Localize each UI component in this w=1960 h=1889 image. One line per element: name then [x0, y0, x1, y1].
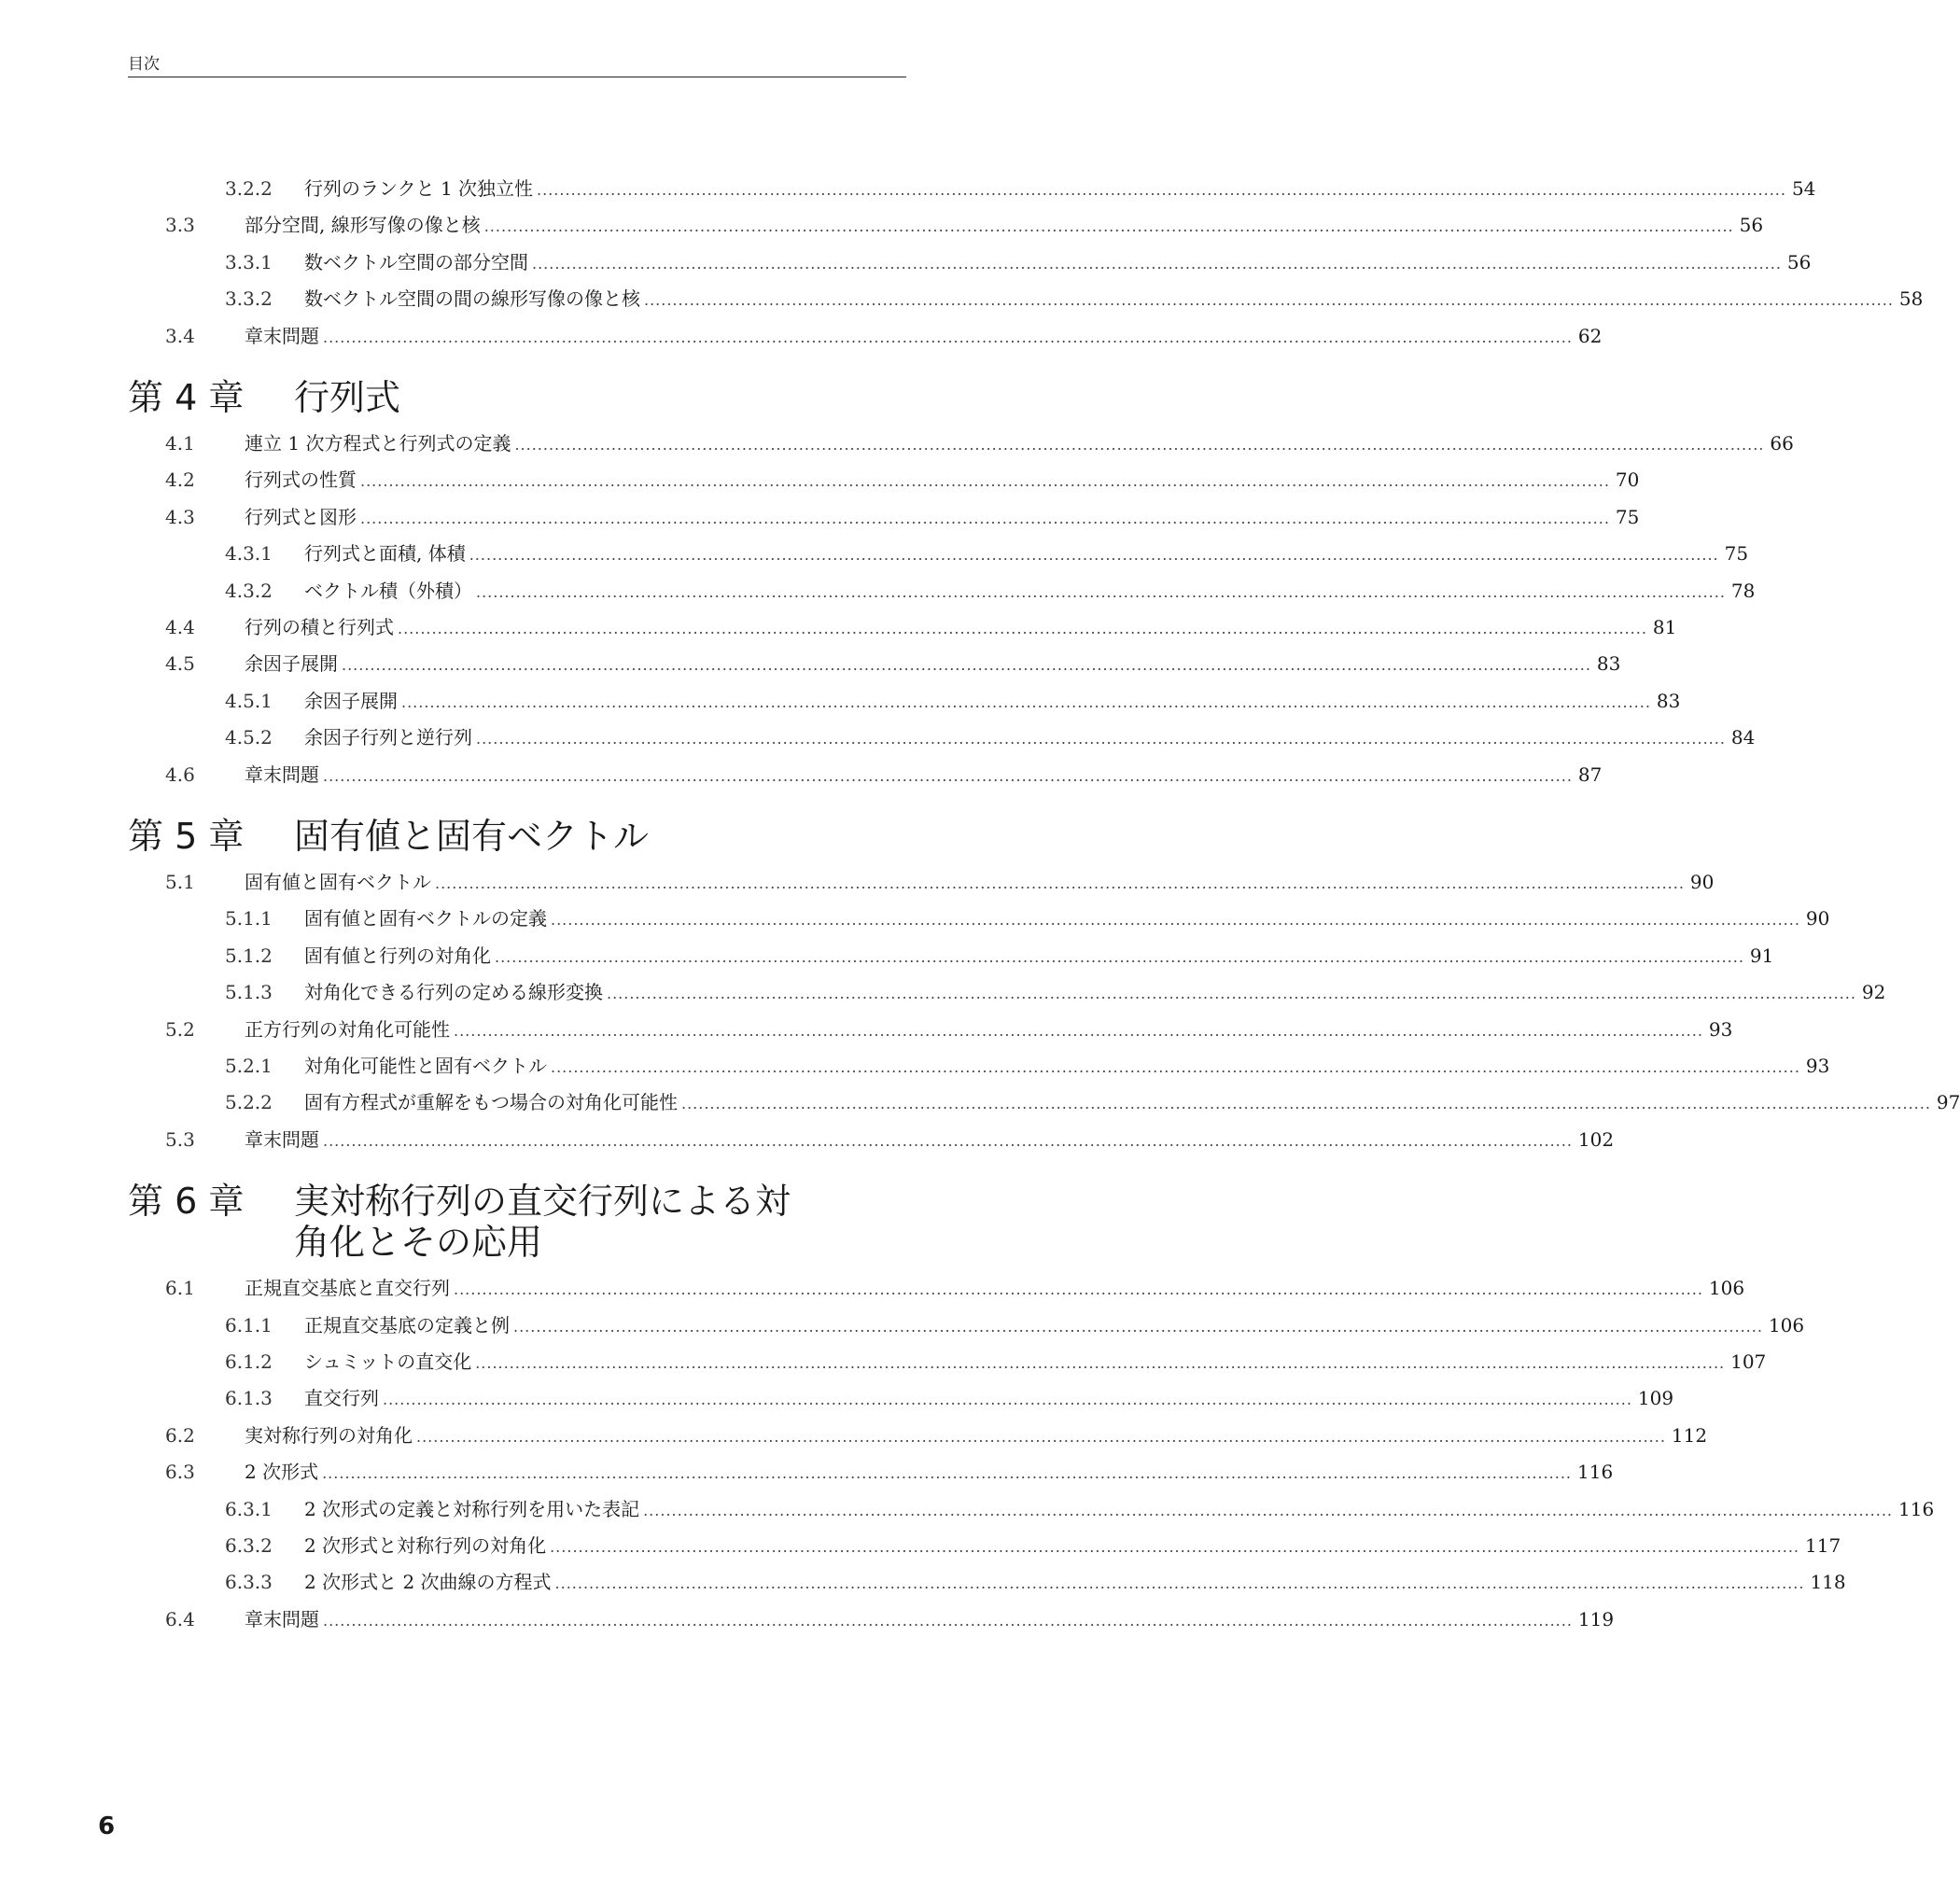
- toc-dot-leader: ............................................................................................................................................................................................................................: [323, 1611, 1573, 1630]
- toc-entry-title: 固有値と固有ベクトル: [245, 871, 431, 893]
- toc-subsection: [128, 723, 1756, 751]
- toc-dot-leader: ............................................................................................................................................................................................................................: [643, 1501, 1893, 1519]
- toc-dot-leader: ............................................................................................................................................................................................................................: [322, 1464, 1572, 1483]
- toc-section: [128, 429, 1794, 457]
- toc-entry-page: 118: [1810, 1571, 1846, 1594]
- toc-entry-number: 6.1.2: [225, 1350, 273, 1373]
- toc-dot-leader: ............................................................................................................................................................................................................................: [476, 730, 1726, 749]
- toc-entry-number: 6.1.3: [225, 1387, 273, 1410]
- toc-entry-page: 87: [1577, 763, 1603, 786]
- toc-entry-title: 対角化可能性と固有ベクトル: [304, 1055, 547, 1077]
- toc-dot-leader: ............................................................................................................................................................................................................................: [454, 1021, 1703, 1040]
- toc-entry-number: 5.1.3: [225, 981, 273, 1004]
- toc-entry-title: 実対称行列の対角化: [245, 1423, 413, 1447]
- toc-entry-title: シュミットの直交化: [304, 1350, 472, 1373]
- toc-entry-number: 6.1: [165, 1277, 195, 1300]
- toc-entry-number: 5.2: [165, 1017, 195, 1041]
- toc-entry-number: 4.5: [165, 652, 195, 676]
- chapter-title: [294, 1181, 791, 1263]
- running-header: [128, 52, 906, 77]
- toc-entry-number: 5.1.1: [225, 907, 273, 931]
- toc-entry-page: 116: [1898, 1497, 1935, 1520]
- chapter-title: [294, 816, 649, 857]
- toc-section: [128, 650, 1621, 678]
- toc-entry-title: 正規直交基底の定義と例: [304, 1313, 510, 1336]
- toc-subsection: [128, 1384, 1674, 1412]
- toc-entry-title: 行列の積と行列式: [245, 616, 394, 638]
- toc-entry-page: 102: [1577, 1127, 1615, 1151]
- toc-entry-page: 119: [1577, 1607, 1615, 1630]
- toc-entry-page: 109: [1637, 1387, 1674, 1410]
- toc-entry-title: 正規直交基底と直交行列: [245, 1277, 450, 1300]
- toc-subsection: [128, 175, 1816, 203]
- toc-entry-title: 数ベクトル空間の間の線形写像の像と核: [304, 287, 640, 311]
- toc-entry-title: 2 次形式と対称行列の対角化: [304, 1534, 547, 1557]
- toc-entry-page: 84: [1730, 726, 1756, 749]
- toc-dot-leader: ............................................................................................................................................................................................................................: [607, 985, 1856, 1003]
- running-header-title: 目次: [128, 55, 160, 74]
- toc-entry-page: 70: [1615, 469, 1640, 492]
- toc-entry-page: 83: [1596, 652, 1621, 676]
- toc-dot-leader: ............................................................................................................................................................................................................................: [469, 546, 1719, 565]
- toc-entry-title: 章末問題: [245, 1127, 319, 1151]
- toc-entry-number: 4.5.1: [225, 689, 273, 712]
- toc-dot-leader: ............................................................................................................................................................................................................................: [383, 1391, 1632, 1409]
- toc-section: [128, 503, 1640, 531]
- toc-dot-leader: ............................................................................................................................................................................................................................: [435, 875, 1685, 892]
- toc-entry-title: 行列式の性質: [245, 469, 357, 492]
- toc-entry-title: 固有値と行列の対角化: [304, 944, 491, 967]
- toc-entry-page: 116: [1577, 1461, 1614, 1484]
- toc-entry-title: 2 次形式: [245, 1461, 319, 1484]
- chapter-label: 第 6 章: [128, 1181, 245, 1223]
- toc-entry-number: 5.2.1: [225, 1055, 273, 1077]
- toc-entry-number: 6.3.2: [225, 1534, 273, 1557]
- toc-entry-page: 92: [1861, 981, 1886, 1004]
- toc-chapter-heading: [128, 816, 906, 857]
- toc-entry-title: 正方行列の対角化可能性: [245, 1017, 450, 1041]
- toc-dot-leader: ............................................................................................................................................................................................................................: [323, 1131, 1573, 1150]
- toc-entry-title: 部分空間, 線形写像の像と核: [245, 214, 481, 237]
- toc-entry-title: 行列式と図形: [245, 505, 357, 528]
- toc-entry-title: 2 次形式の定義と対称行列を用いた表記: [304, 1497, 640, 1520]
- toc-entry-page: 117: [1805, 1534, 1841, 1557]
- toc-dot-leader: ............................................................................................................................................................................................................................: [323, 328, 1573, 346]
- toc-entry-title: 余因子展開: [304, 689, 398, 712]
- toc-entry-page: 112: [1671, 1423, 1708, 1447]
- toc-entry-page: 56: [1739, 214, 1764, 237]
- toc-entry-page: 97: [1936, 1091, 1960, 1114]
- toc-entry-title: 対角化できる行列の定める線形変換: [304, 981, 603, 1004]
- toc-entry-title: 固有値と固有ベクトルの定義: [304, 907, 547, 931]
- toc-subsection: [128, 1311, 1805, 1339]
- chapter-title-line: 固有値と固有ベクトル: [294, 816, 650, 857]
- toc-entry-page: 56: [1786, 250, 1812, 273]
- toc-entry-title: 章末問題: [245, 1607, 319, 1630]
- toc-entry-number: 5.3: [165, 1127, 195, 1151]
- toc-entry-title: ベクトル積（外積）: [304, 579, 472, 602]
- toc-entry-page: 91: [1749, 944, 1774, 967]
- toc-entry-title: 2 次形式と 2 次曲線の方程式: [304, 1571, 552, 1594]
- chapter-label: 第 5 章: [128, 816, 245, 857]
- toc-section: [128, 322, 1603, 350]
- toc-entry-title: 直交行列: [304, 1387, 379, 1410]
- toc-section: [128, 613, 1677, 641]
- toc-entry-page: 75: [1724, 542, 1749, 566]
- toc-section: [128, 1274, 1745, 1302]
- toc-entry-title: 章末問題: [245, 324, 319, 347]
- toc-entry-number: 3.3: [165, 214, 195, 237]
- toc-entry-title: 余因子展開: [245, 652, 338, 676]
- toc-entry-number: 5.2.2: [225, 1091, 273, 1114]
- toc-subsection: [128, 577, 1756, 605]
- toc-entry-number: 6.4: [165, 1607, 195, 1630]
- toc-dot-leader: ............................................................................................................................................................................................................................: [323, 766, 1573, 785]
- toc-subsection: [128, 687, 1681, 715]
- toc-subsection: [128, 978, 1886, 1006]
- toc-entry-number: 4.3.1: [225, 542, 273, 566]
- toc-entry-number: 6.2: [165, 1423, 195, 1447]
- toc-entry-number: 4.2: [165, 469, 195, 492]
- toc-dot-leader: ............................................................................................................................................................................................................................: [342, 656, 1591, 675]
- toc-section: [128, 868, 1715, 896]
- toc-chapter-heading: [128, 377, 906, 418]
- toc-dot-leader: ............................................................................................................................................................................................................................: [398, 620, 1647, 637]
- toc-entry-title: 章末問題: [245, 763, 319, 786]
- toc-dot-leader: ............................................................................................................................................................................................................................: [532, 254, 1782, 273]
- toc-entry-page: 54: [1791, 177, 1816, 200]
- toc-entry-page: 107: [1730, 1350, 1767, 1373]
- toc-dot-leader: ............................................................................................................................................................................................................................: [551, 911, 1800, 930]
- toc-entry-title: 行列のランクと 1 次独立性: [304, 177, 534, 200]
- chapter-label: 第 4 章: [128, 377, 245, 418]
- toc-entry-page: 90: [1805, 907, 1830, 931]
- toc-entry-title: 余因子行列と逆行列: [304, 726, 472, 749]
- toc-dot-leader: ............................................................................................................................................................................................................................: [483, 217, 1734, 236]
- toc-entry-number: 4.5.2: [225, 726, 273, 749]
- toc-entry-number: 3.3.1: [225, 250, 273, 273]
- toc-entry-page: 83: [1656, 689, 1681, 712]
- chapter-title-line: 実対称行列の直交行列による対: [294, 1181, 791, 1223]
- toc-subsection: [128, 1532, 1841, 1560]
- toc-subsection: [128, 942, 1774, 970]
- toc-section: [128, 1605, 1615, 1633]
- toc-entry-number: 3.4: [165, 324, 195, 347]
- toc-dot-leader: ............................................................................................................................................................................................................................: [495, 947, 1744, 966]
- toc-dot-leader: ............................................................................................................................................................................................................................: [551, 1058, 1800, 1076]
- toc-entry-title: 数ベクトル空間の部分空間: [304, 250, 528, 273]
- toc-entry-title: 行列式と面積, 体積: [304, 542, 466, 566]
- toc-dot-leader: ............................................................................................................................................................................................................................: [360, 509, 1610, 527]
- toc-dot-leader: ............................................................................................................................................................................................................................: [554, 1574, 1805, 1593]
- toc-section: [128, 466, 1640, 494]
- toc-entry-page: 78: [1730, 579, 1756, 602]
- toc-entry-page: 106: [1708, 1277, 1745, 1300]
- toc-dot-leader: ............................................................................................................................................................................................................................: [416, 1427, 1666, 1446]
- toc-entry-number: 4.1: [165, 432, 195, 455]
- toc-subsection: [128, 1052, 1830, 1080]
- toc-entry-title: 固有方程式が重解をもつ場合の対角化可能性: [304, 1091, 678, 1114]
- toc-subsection: [128, 285, 1924, 313]
- toc-subsection: [128, 1088, 1960, 1116]
- toc-entry-number: 6.3.3: [225, 1571, 273, 1594]
- toc-subsection: [128, 1348, 1767, 1376]
- toc-section: [128, 1421, 1708, 1449]
- toc-dot-leader: ............................................................................................................................................................................................................................: [537, 181, 1786, 199]
- page-number: 6: [98, 1812, 116, 1840]
- toc-section: [128, 1015, 1733, 1043]
- toc-dot-leader: ............................................................................................................................................................................................................................: [401, 693, 1651, 711]
- toc-entry-page: 81: [1652, 616, 1677, 638]
- toc-entry-page: 90: [1689, 871, 1715, 893]
- toc-subsection: [128, 1568, 1846, 1596]
- toc-subsection: [128, 539, 1749, 567]
- toc-chapter-heading: [128, 1181, 906, 1263]
- toc-entry-number: 6.3: [165, 1461, 195, 1484]
- toc-dot-leader: ............................................................................................................................................................................................................................: [644, 291, 1894, 310]
- toc-entry-page: 62: [1577, 324, 1603, 347]
- toc-entry-title: 連立 1 次方程式と行列式の定義: [245, 432, 511, 455]
- toc-entry-number: 4.4: [165, 616, 195, 638]
- toc-entry-number: 3.2.2: [225, 177, 273, 200]
- toc-entry-page: 93: [1805, 1055, 1830, 1077]
- toc-entry-number: 6.3.1: [225, 1497, 273, 1520]
- toc-entry-page: 93: [1708, 1017, 1733, 1041]
- toc-entry-number: 3.3.2: [225, 287, 273, 311]
- toc-dot-leader: ............................................................................................................................................................................................................................: [476, 582, 1726, 601]
- toc-dot-leader: ............................................................................................................................................................................................................................: [681, 1095, 1931, 1113]
- toc-entry-number: 4.6: [165, 763, 195, 786]
- toc-section: [128, 761, 1603, 789]
- toc-section: [128, 1126, 1615, 1154]
- toc-entry-page: 106: [1768, 1313, 1805, 1336]
- toc-entry-number: 4.3.2: [225, 579, 273, 602]
- toc-dot-leader: ............................................................................................................................................................................................................................: [550, 1538, 1799, 1556]
- toc-subsection: [128, 904, 1830, 932]
- toc-entry-number: 6.1.1: [225, 1313, 273, 1336]
- toc-dot-leader: ............................................................................................................................................................................................................................: [513, 1317, 1763, 1336]
- toc-section: [128, 1458, 1614, 1486]
- toc-entry-number: 5.1: [165, 871, 195, 893]
- toc-dot-leader: ............................................................................................................................................................................................................................: [475, 1354, 1726, 1372]
- toc-section: [128, 211, 1764, 239]
- toc-entry-page: 66: [1770, 432, 1794, 455]
- toc-dot-leader: ............................................................................................................................................................................................................................: [514, 436, 1765, 454]
- chapter-title-line: 行列式: [294, 377, 401, 418]
- toc-dot-leader: ............................................................................................................................................................................................................................: [454, 1280, 1703, 1299]
- toc-dot-leader: ............................................................................................................................................................................................................................: [360, 472, 1610, 491]
- toc-entry-page: 58: [1898, 287, 1924, 311]
- toc-entry-page: 75: [1615, 505, 1640, 528]
- chapter-title: [294, 377, 400, 418]
- toc-entry-number: 4.3: [165, 505, 195, 528]
- toc-subsection: [128, 248, 1812, 276]
- chapter-title-line: 角化とその応用: [294, 1222, 543, 1264]
- toc-subsection: [128, 1495, 1935, 1523]
- toc-entry-number: 5.1.2: [225, 944, 273, 967]
